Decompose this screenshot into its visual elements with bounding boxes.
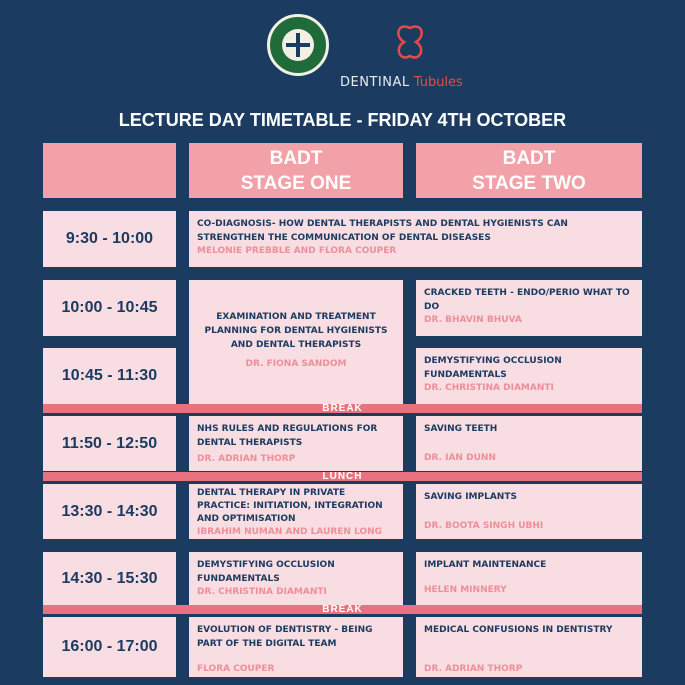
dentinal-tubules-logo-icon bbox=[390, 22, 430, 66]
time-slot: 9:30 - 10:00 bbox=[43, 211, 176, 267]
header-stage-two-line1: BADT bbox=[502, 148, 556, 169]
session-speaker: DR. CHRISTINA DIAMANTI bbox=[424, 383, 554, 393]
header-stage-two bbox=[416, 143, 642, 198]
time-slot: 16:00 - 17:00 bbox=[43, 617, 176, 677]
lunch-bar: LUNCH bbox=[43, 472, 642, 481]
session-speaker: DR. ADRIAN THORP bbox=[197, 454, 296, 464]
session-stage-one-occlusion bbox=[189, 552, 403, 605]
session-speaker: DR. ADRIAN THORP bbox=[424, 664, 523, 674]
session-speaker: FLORA COUPER bbox=[197, 664, 275, 674]
session-speaker: MELONIE PREBBLE AND FLORA COUPER bbox=[197, 246, 397, 256]
time-slot: 10:00 - 10:45 bbox=[43, 280, 176, 336]
session-title: DENTAL THERAPY IN PRIVATE PRACTICE: INITIATION, INTEGRATION AND OPTIMISATION bbox=[197, 488, 383, 524]
session-speaker: DR. FIONA SANDOM bbox=[245, 359, 347, 369]
session-title: SAVING IMPLANTS bbox=[424, 492, 517, 502]
session-title: EXAMINATION AND TREATMENT PLANNING FOR DENTAL HYGIENISTS AND DENTAL THERAPISTS bbox=[204, 312, 388, 350]
session-stage-one-nhs bbox=[189, 416, 403, 471]
session-title: CO-DIAGNOSIS- HOW DENTAL THERAPISTS AND DENTAL HYGIENISTS CAN STRENGTHEN THE COMMUNICATION OF DENTAL DISEASES bbox=[197, 219, 568, 243]
session-title: CRACKED TEETH - ENDO/PERIO WHAT TO DO bbox=[424, 288, 630, 312]
wordmark-dentinal: DENTINAL bbox=[340, 75, 410, 90]
dentinal-tubules-wordmark bbox=[340, 75, 485, 93]
session-title: IMPLANT MAINTENANCE bbox=[424, 560, 547, 570]
time-slot: 10:45 - 11:30 bbox=[43, 348, 176, 404]
session-stage-two-occlusion bbox=[416, 348, 642, 404]
session-speaker: DR. BOOTA SINGH UBHI bbox=[424, 521, 544, 531]
session-title: DEMYSTIFYING OCCLUSION FUNDAMENTALS bbox=[424, 356, 562, 380]
session-speaker: DR. CHRISTINA DIAMANTI bbox=[197, 587, 327, 597]
session-speaker: DR. BHAVIN BHUVA bbox=[424, 315, 522, 325]
header-blank-cell bbox=[43, 143, 176, 198]
session-stage-one-examination bbox=[189, 280, 403, 404]
header-stage-one bbox=[189, 143, 403, 198]
session-title: EVOLUTION OF DENTISTRY - BEING PART OF THE DIGITAL TEAM bbox=[197, 625, 373, 649]
session-stage-two-saving-teeth bbox=[416, 416, 642, 471]
break-bar: BREAK bbox=[43, 605, 642, 614]
session-stage-one-evolution bbox=[189, 617, 403, 677]
page-title: LECTURE DAY TIMETABLE - FRIDAY 4TH OCTOBER bbox=[118, 110, 567, 130]
session-stage-two-saving-implants bbox=[416, 484, 642, 539]
session-stage-two-cracked-teeth bbox=[416, 280, 642, 336]
break-bar: BREAK bbox=[43, 404, 642, 413]
session-speaker: IBRAHIM NUMAN AND LAUREN LONG bbox=[197, 527, 383, 537]
session-title: NHS RULES AND REGULATIONS FOR DENTAL THERAPISTS bbox=[197, 424, 378, 448]
session-title: DEMYSTIFYING OCCLUSION FUNDAMENTALS bbox=[197, 560, 335, 584]
session-title: MEDICAL CONFUSIONS IN DENTISTRY bbox=[424, 625, 613, 635]
time-slot: 14:30 - 15:30 bbox=[43, 552, 176, 605]
header-stage-one-line2: STAGE ONE bbox=[240, 173, 352, 194]
session-stage-two-implant-maintenance bbox=[416, 552, 642, 605]
session-stage-two-medical-confusions bbox=[416, 617, 642, 677]
session-plenary bbox=[189, 211, 642, 267]
session-stage-one-private-practice bbox=[189, 484, 403, 539]
session-speaker: HELEN MINNERY bbox=[424, 585, 507, 595]
wordmark-tubules: Tubules bbox=[413, 75, 463, 90]
header-stage-two-line2: STAGE TWO bbox=[472, 173, 586, 194]
session-title: SAVING TEETH bbox=[424, 424, 498, 434]
header-stage-one-line1: BADT bbox=[269, 148, 323, 169]
time-slot: 11:50 - 12:50 bbox=[43, 416, 176, 471]
time-slot: 13:30 - 14:30 bbox=[43, 484, 176, 539]
badt-logo bbox=[267, 14, 329, 76]
session-speaker: DR. IAN DUNN bbox=[424, 453, 496, 463]
badt-cross-icon bbox=[282, 29, 314, 61]
